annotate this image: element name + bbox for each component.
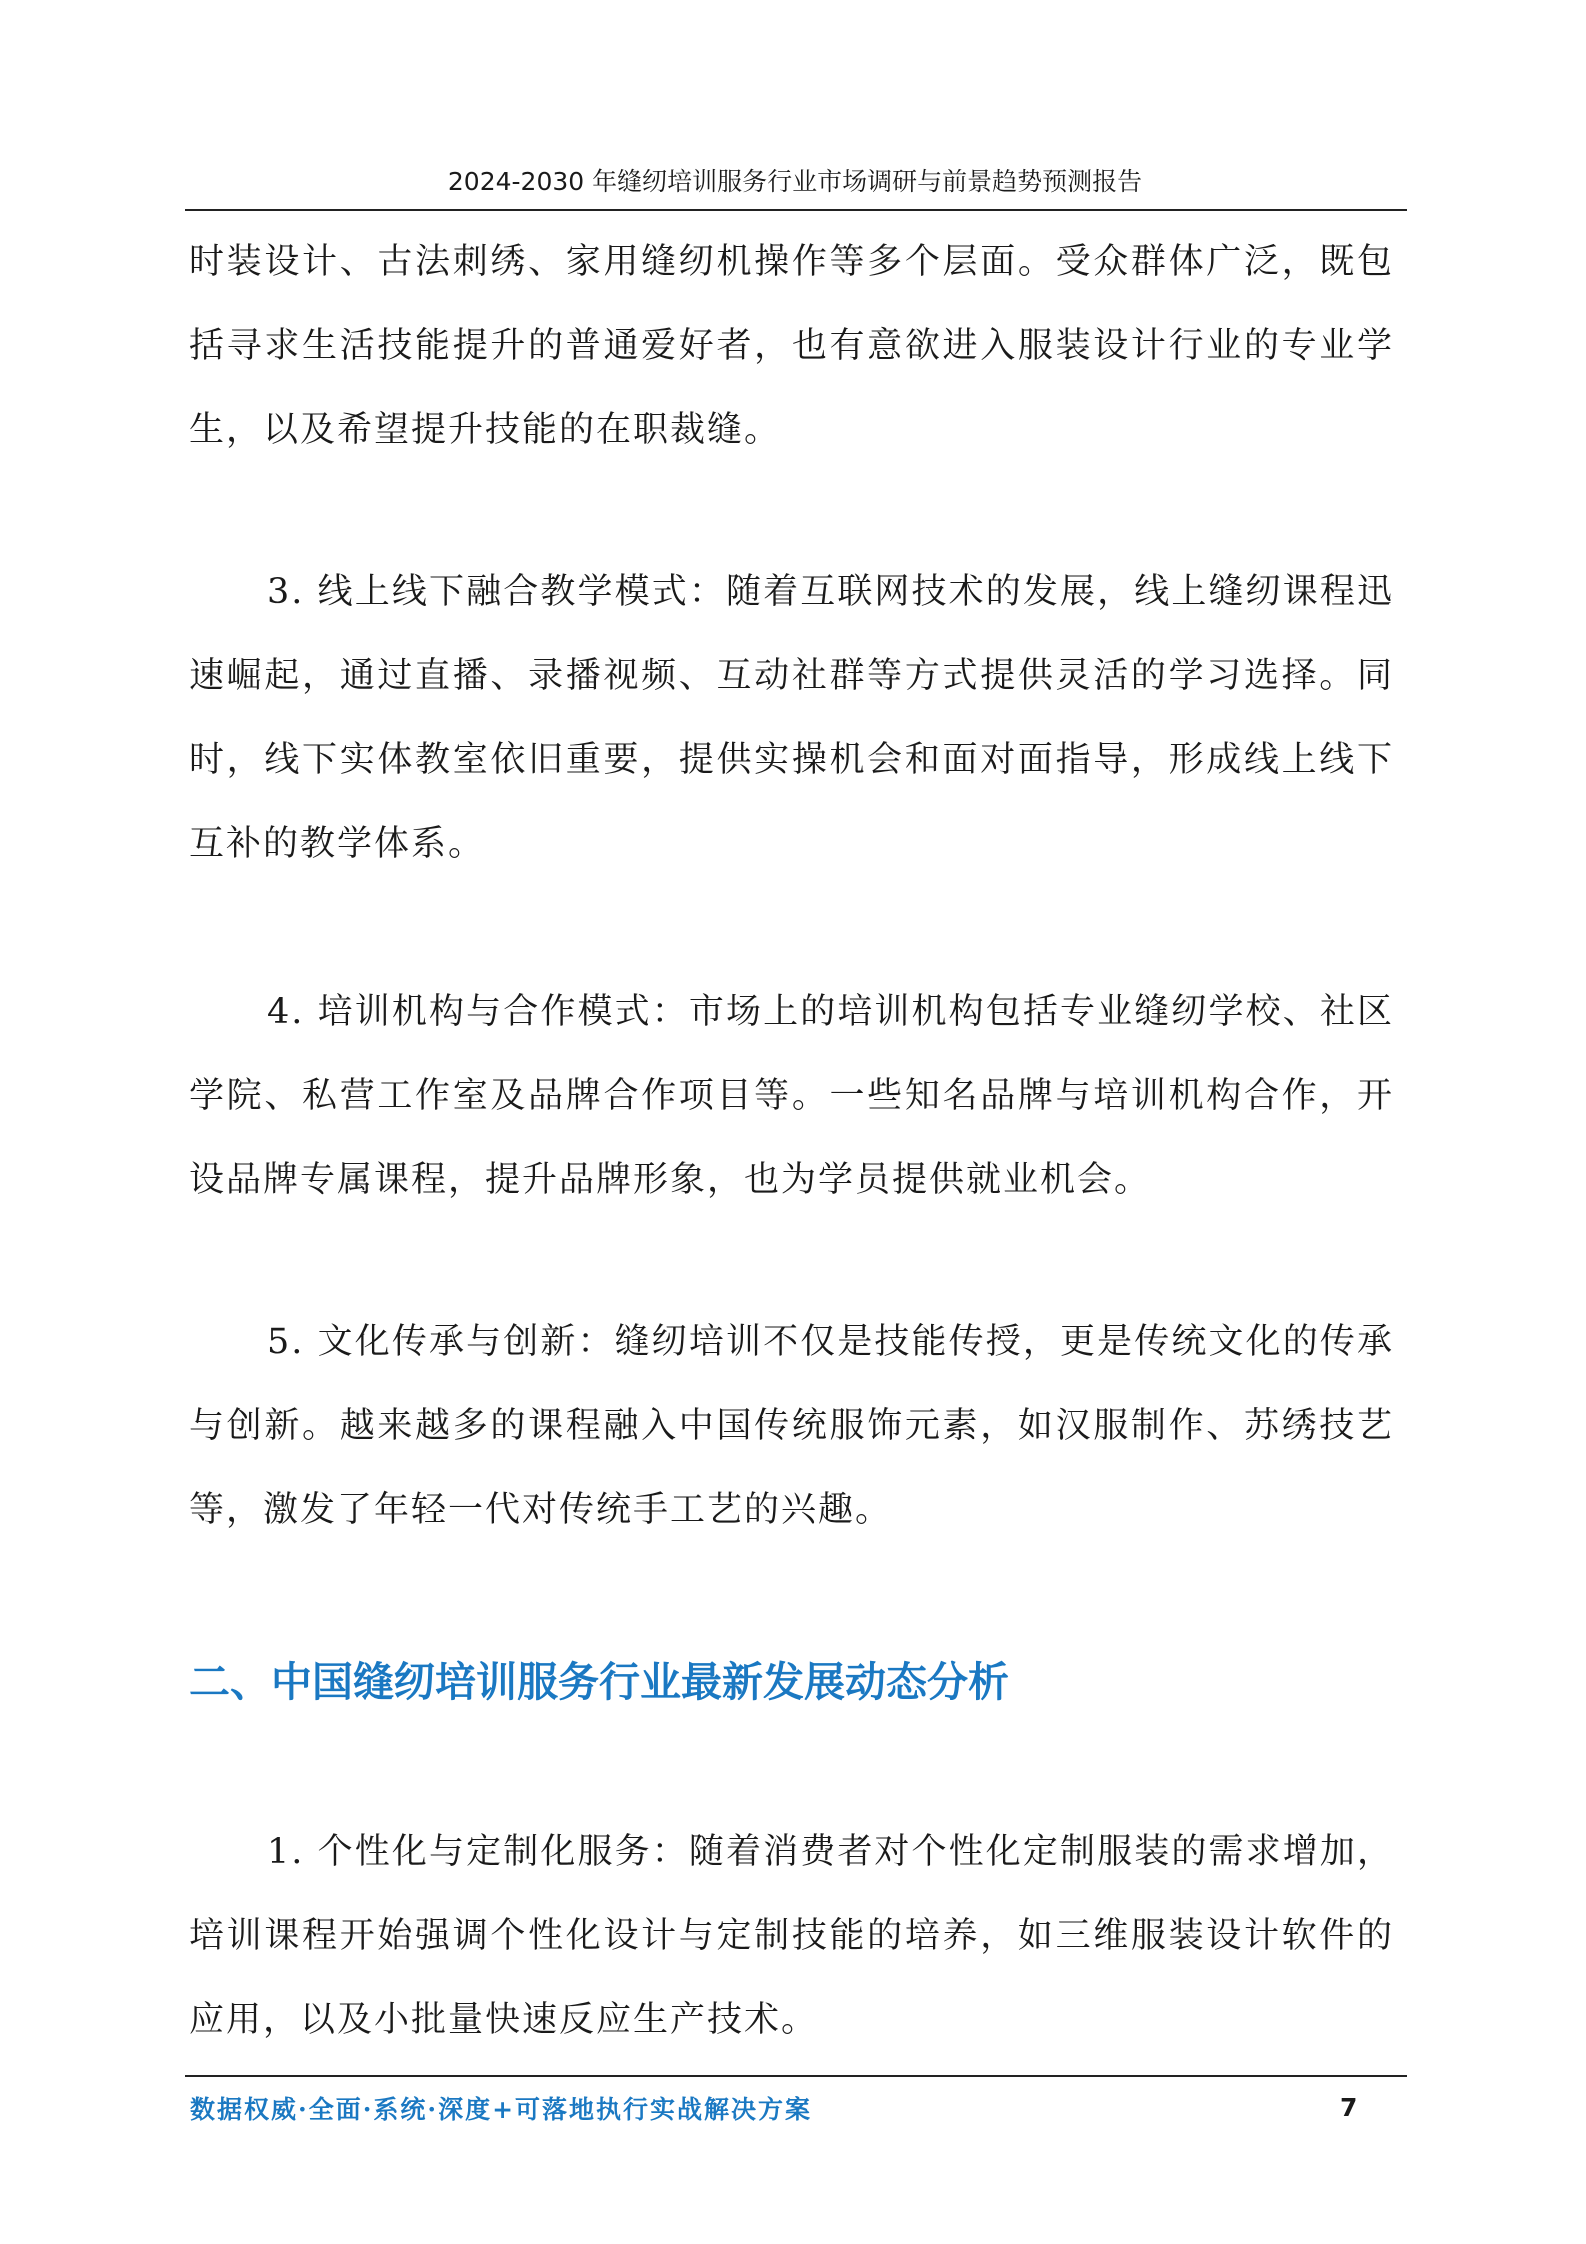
paragraph-item-4: 4. 培训机构与合作模式：市场上的培训机构包括专业缝纫学校、社区学院、私营工作室及品牌合作项目等。一些知名品牌与培训机构合作，开设品牌专属课程，提升品牌形象，也为学员提供就业机会。 — [189, 992, 1394, 1200]
paragraph-item-3: 3. 线上线下融合教学模式：随着互联网技术的发展，线上缝纫课程迅速崛起，通过直播、录播视频、互动社群等方式提供灵活的学习选择。同时，线下实体教室依旧重要，提供实操机会和面对面指导，形成线上线下互补的教学体系。 — [189, 572, 1394, 864]
footer-divider — [185, 2075, 1407, 2077]
footer-tagline: 数据权威·全面·系统·深度+可落地执行实战解决方案 — [190, 2095, 813, 2124]
section-heading: 二、中国缝纫培训服务行业最新发展动态分析 — [189, 1658, 1009, 1706]
header-title: 2024-2030 年缝纫培训服务行业市场调研与前景趋势预测报告 — [447, 167, 1143, 196]
paragraph-item-5: 5. 文化传承与创新：缝纫培训不仅是技能传授，更是传统文化的传承与创新。越来越多的课程融入中国传统服饰元素，如汉服制作、苏绣技艺等，激发了年轻一代对传统手工艺的兴趣。 — [189, 1322, 1394, 1530]
paragraph-continuation: 时装设计、古法刺绣、家用缝纫机操作等多个层面。受众群体广泛，既包括寻求生活技能提升的普通爱好者，也有意欲进入服装设计行业的专业学生，以及希望提升技能的在职裁缝。 — [189, 242, 1394, 450]
header-divider — [185, 209, 1407, 211]
page-number: 7 — [1340, 2093, 1358, 2122]
paragraph-section-item-1: 1. 个性化与定制化服务：随着消费者对个性化定制服装的需求增加，培训课程开始强调个性化设计与定制技能的培养，如三维服装设计软件的应用，以及小批量快速反应生产技术。 — [189, 1832, 1394, 2040]
